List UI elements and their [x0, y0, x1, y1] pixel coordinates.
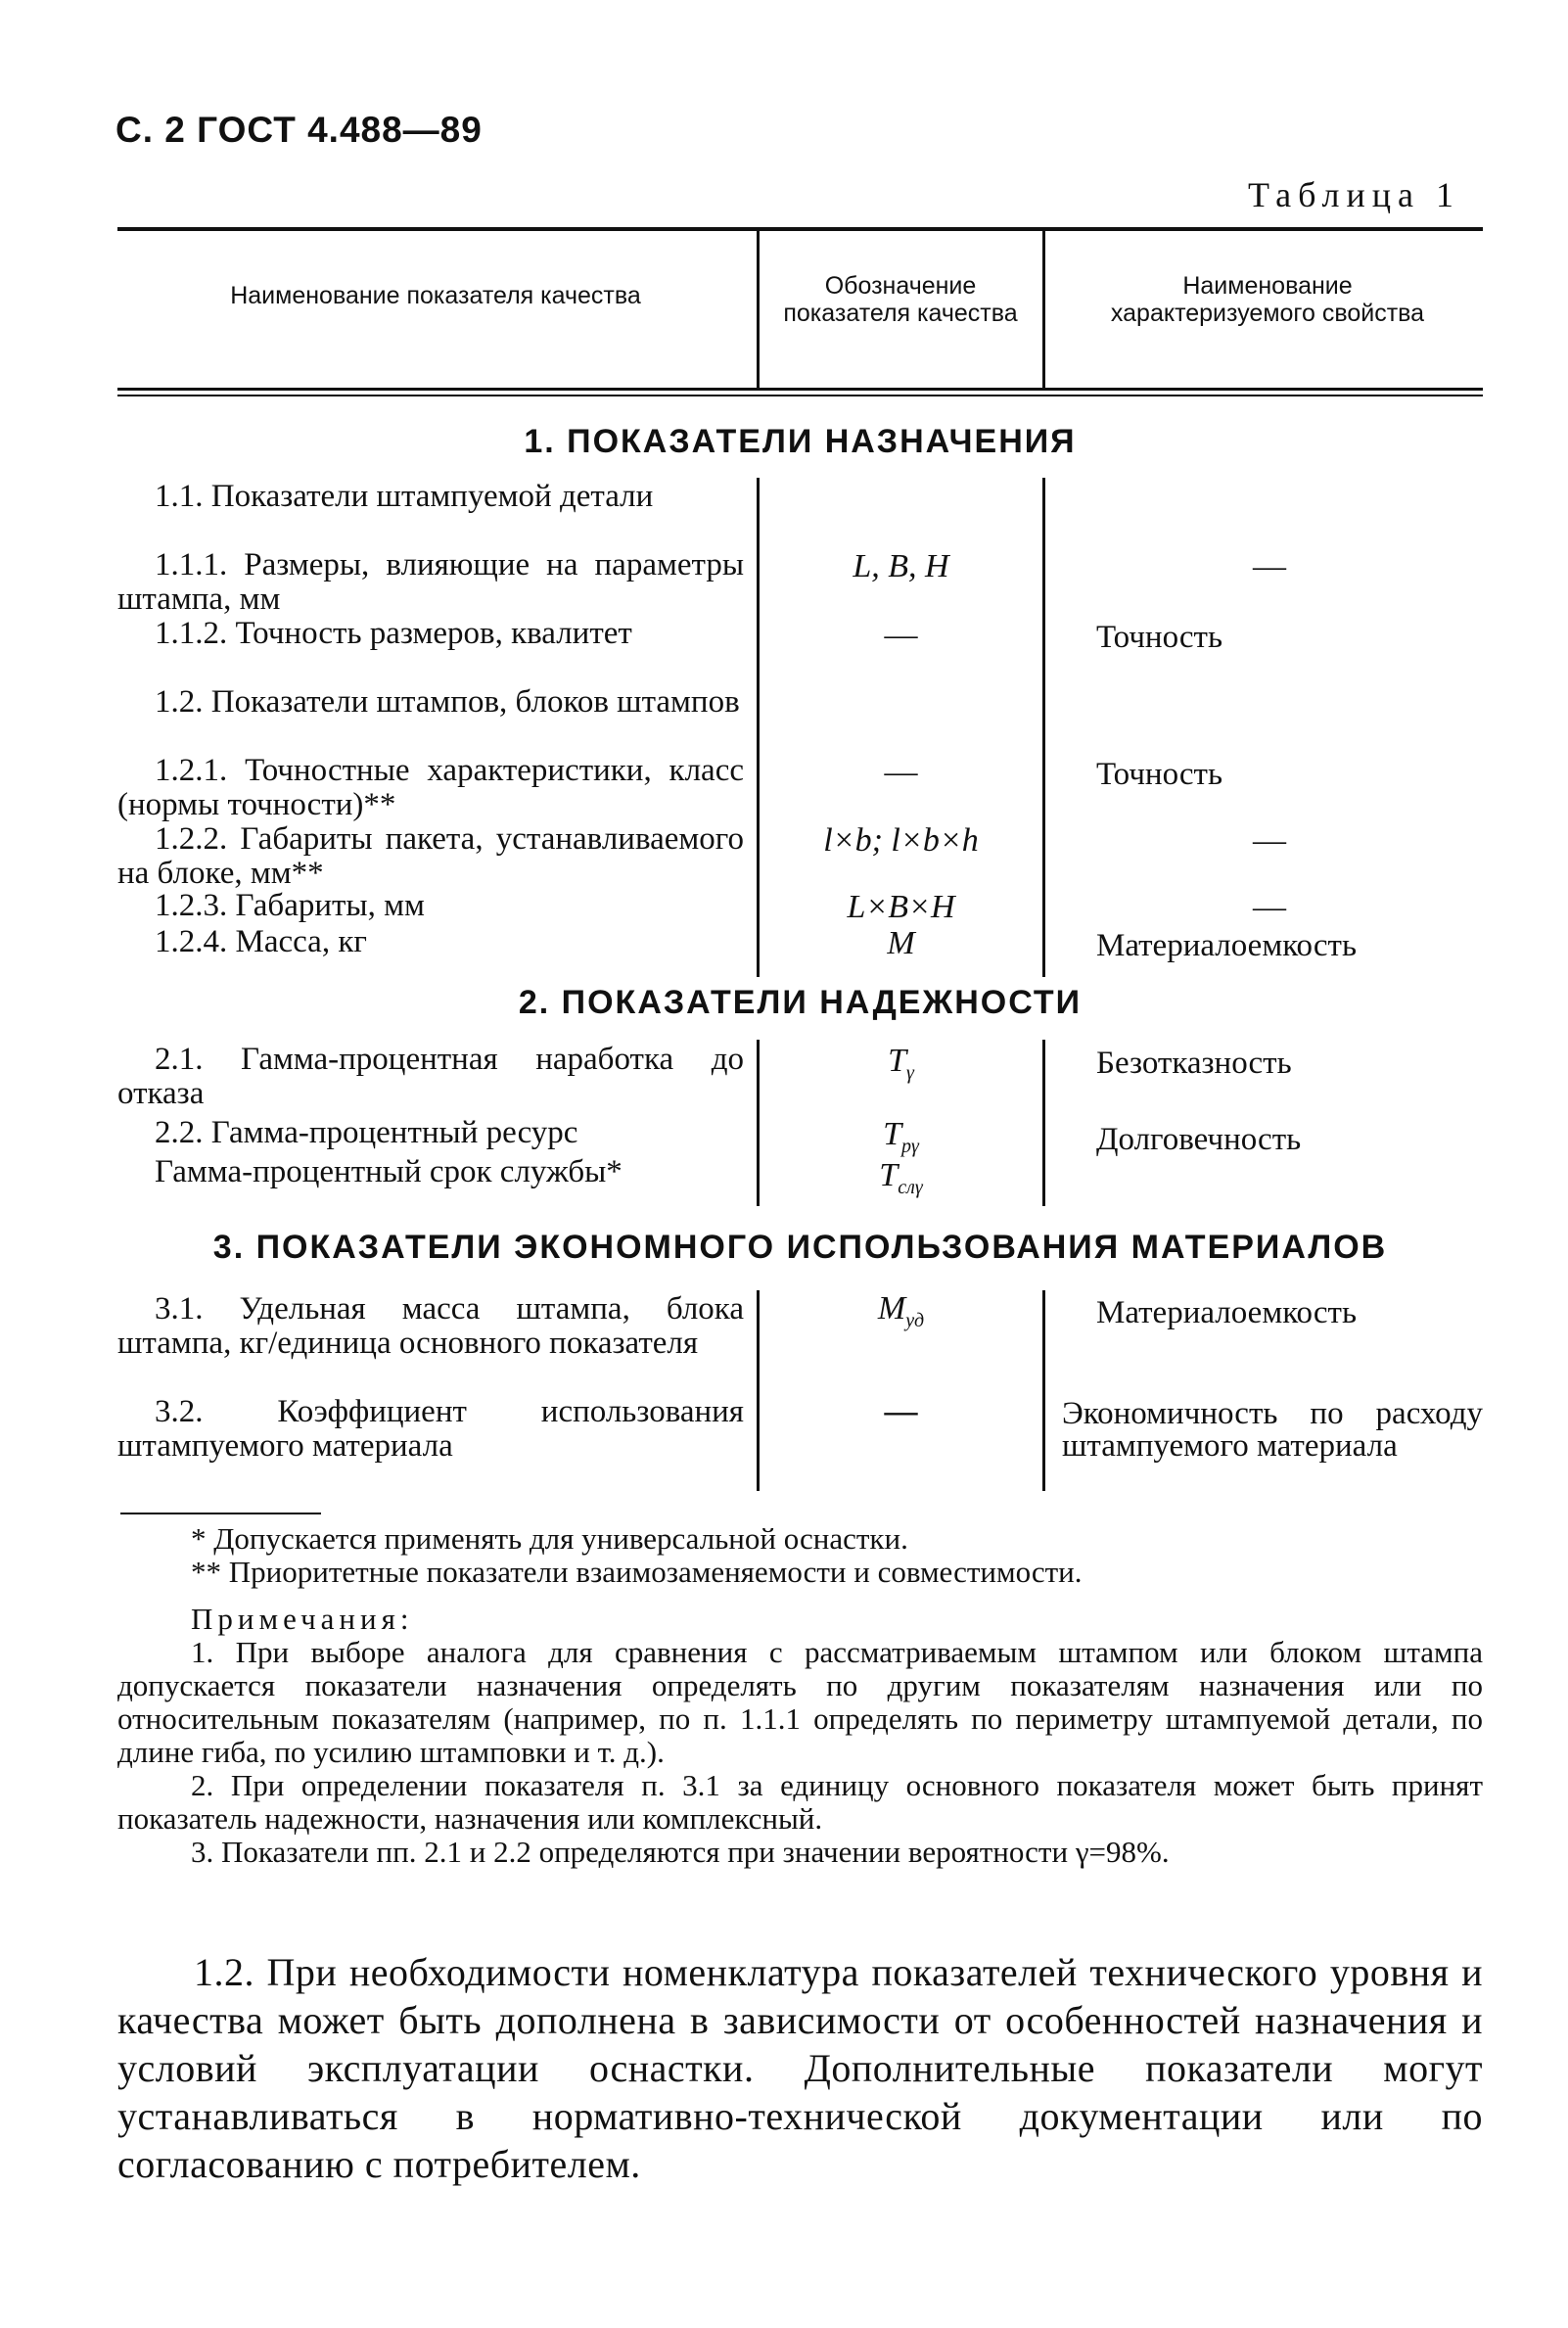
column-header-property: Наименование характеризуемого свойства — [1110, 272, 1425, 327]
header-bottom-rule-2 — [117, 395, 1483, 396]
row-name: 1.1. Показатели штампуемой детали — [155, 479, 654, 514]
footnote: * Допускается применять для универсальной оснастки. — [191, 1521, 908, 1556]
table-row — [117, 1292, 744, 1361]
row-symbol: $T_\gamma$ — [888, 1043, 914, 1084]
row-symbol: l×b; l×b×h — [823, 822, 979, 859]
row-name: 3.1. Удельная масса штампа, блока штампа, кг/единица основного показателя — [117, 1291, 744, 1361]
row-symbol: — — [884, 1393, 918, 1429]
row-name: 2.2. Гамма-процентный ресурс — [155, 1115, 578, 1150]
body-divider-2 — [1042, 1040, 1045, 1206]
body-divider-2 — [1042, 478, 1045, 977]
body-paragraph — [117, 1948, 1483, 2188]
body-divider-1 — [757, 1040, 760, 1206]
row-property: Экономичность по расходу штампуемого материала — [1062, 1396, 1483, 1464]
row-name: 1.2. Показатели штампов, блоков штампов — [155, 684, 740, 720]
column-header-name: Наименование показателя качества — [230, 282, 641, 309]
table-row — [117, 925, 744, 959]
table-row — [117, 1155, 744, 1189]
row-symbol: M — [887, 925, 915, 961]
row-name: Гамма-процентный срок службы* — [155, 1154, 623, 1189]
table-row — [117, 617, 744, 651]
section-title: 2. ПОКАЗАТЕЛИ НАДЕЖНОСТИ — [518, 984, 1083, 1021]
row-property: Точность — [1096, 620, 1223, 655]
table-row — [117, 1043, 744, 1111]
section-title: 1. ПОКАЗАТЕЛИ НАЗНАЧЕНИЯ — [524, 423, 1077, 460]
footnote-rule — [120, 1513, 321, 1514]
row-name: 1.1.1. Размеры, влияющие на параметры штампа, мм — [117, 547, 744, 617]
table-row — [117, 889, 744, 923]
row-symbol: L, B, H — [853, 548, 949, 584]
table-row — [117, 1116, 744, 1150]
row-name: 2.1. Гамма-процентная наработка до отказа — [117, 1042, 744, 1111]
row-symbol: $T_{p\gamma}$ — [883, 1116, 919, 1157]
page-header: С. 2 ГОСТ 4.488—89 — [115, 110, 483, 150]
row-symbol: — — [884, 754, 918, 790]
row-property: — — [1253, 822, 1286, 859]
table-label: Таблица 1 — [1248, 175, 1460, 214]
note-item: 1. При выборе аналога для сравнения с рассматриваемым штампом или блоком штампа допускается показатели назначения определять по другим показателям назначения или по относительным показателям (например, по п. 1.1.1 определять по периметру штампуемой детали, по длине гиба, по усилию штамповки и т. д.). — [117, 1635, 1483, 1769]
row-property: Материалоемкость — [1096, 928, 1357, 963]
table-row — [117, 480, 744, 514]
note-item: 2. При определении показателя п. 3.1 за единицу основного показателя может быть принят показатель надежности, назначения или комплексный. — [117, 1768, 1483, 1836]
body-divider-2 — [1042, 1290, 1045, 1491]
column-header-symbol: Обозначение показателя качества — [783, 272, 1018, 327]
footnote: ** Приоритетные показатели взаимозаменяемости и совместимости. — [191, 1555, 1083, 1589]
header-divider-1 — [757, 231, 760, 388]
table-row — [117, 1395, 744, 1464]
row-symbol: L×B×H — [847, 889, 955, 925]
row-symbol: $T_{сл\gamma}$ — [879, 1157, 923, 1198]
row-property: — — [1253, 548, 1286, 584]
table-row — [117, 754, 744, 822]
table-top-rule — [117, 227, 1483, 231]
row-property: Долговечность — [1096, 1122, 1302, 1157]
header-bottom-rule-1 — [117, 388, 1483, 391]
row-property: Безотказность — [1096, 1046, 1292, 1081]
paragraph-text: 1.2. При необходимости номенклатура показателей технического уровня и качества может быть дополнена в зависимости от особенностей назначения и условий эксплуатации оснастки. Дополнительные показатели могут устанавливаться в нормативно-технической документации или по согласованию с потребителем. — [117, 1950, 1483, 2186]
table-row — [117, 685, 744, 720]
row-property: Точность — [1096, 757, 1223, 792]
table-row — [117, 822, 744, 891]
row-name: 1.2.1. Точностные характеристики, класс (нормы точности)** — [117, 753, 744, 822]
row-symbol: — — [884, 617, 918, 653]
row-name: 3.2. Коэффициент использования штампуемого материала — [117, 1394, 744, 1464]
row-name: 1.2.4. Масса, кг — [155, 924, 367, 959]
table-row — [117, 548, 744, 617]
note-item: 3. Показатели пп. 2.1 и 2.2 определяются при значении вероятности γ=98%. — [191, 1835, 1170, 1869]
section-title: 3. ПОКАЗАТЕЛИ ЭКОНОМНОГО ИСПОЛЬЗОВАНИЯ МАТЕРИАЛОВ — [212, 1229, 1388, 1266]
notes-block — [117, 1522, 1483, 1869]
row-name: 1.1.2. Точность размеров, квалитет — [155, 616, 632, 651]
row-property: Материалоемкость — [1096, 1295, 1357, 1330]
header-divider-2 — [1042, 231, 1045, 388]
body-divider-1 — [757, 478, 760, 977]
row-name: 1.2.3. Габариты, мм — [155, 888, 425, 923]
row-name: 1.2.2. Габариты пакета, устанавливаемого на блоке, мм** — [117, 821, 744, 891]
row-symbol: $M_{уд}$ — [877, 1290, 925, 1331]
body-divider-1 — [757, 1290, 760, 1491]
row-property: — — [1253, 889, 1286, 925]
notes-title: Примечания: — [191, 1602, 414, 1636]
